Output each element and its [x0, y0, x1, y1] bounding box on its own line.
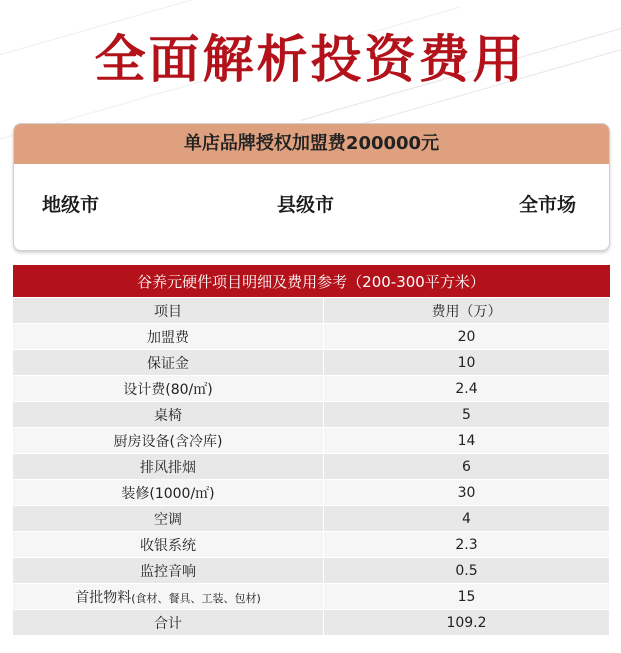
row-cost: 20: [324, 324, 610, 350]
table-row: [13, 480, 610, 506]
table-row: [13, 350, 610, 376]
table-row: [13, 324, 610, 350]
page-title: 全面解析投资费用: [94, 31, 527, 90]
row-item-label: 首批物料: [75, 589, 132, 606]
table-total-row: [13, 610, 610, 636]
row-cost: 2.3: [324, 532, 610, 558]
table-row: [13, 558, 610, 584]
row-cost: 14: [324, 428, 610, 454]
tier-whole-market: 全市场: [519, 194, 577, 216]
table-row: [13, 532, 610, 558]
table-title: 谷养元硬件项目明细及费用参考（200-300平方米）: [13, 265, 610, 298]
franchise-fee-title: 单店品牌授权加盟费200000元: [14, 124, 609, 164]
column-header-cost: 费用（万）: [324, 298, 610, 324]
row-cost: 2.4: [324, 376, 610, 402]
table-row: [13, 402, 610, 428]
total-cost: 109.2: [324, 610, 610, 636]
row-cost: 15: [324, 584, 610, 610]
table-row: [13, 428, 610, 454]
row-cost: 0.5: [324, 558, 610, 584]
row-item-with-note: [13, 584, 324, 610]
total-label: 合计: [13, 610, 324, 636]
row-item: 设计费(80/㎡): [13, 376, 324, 402]
row-item: 桌椅: [13, 402, 324, 428]
row-cost: 6: [324, 454, 610, 480]
column-header-item: 项目: [13, 298, 324, 324]
row-cost: 10: [324, 350, 610, 376]
table-row: [13, 584, 610, 610]
franchise-fee-card: [13, 123, 610, 251]
table-row: [13, 506, 610, 532]
cost-table: [12, 265, 610, 636]
row-item: 排风排烟: [13, 454, 324, 480]
table-header-row: [13, 298, 610, 324]
row-item-note: (食材、餐具、工装、包材): [131, 591, 261, 605]
tier-prefecture-city: 地级市: [42, 194, 100, 216]
row-cost: 30: [324, 480, 610, 506]
tier-county-city: 县级市: [277, 194, 335, 216]
row-cost: 5: [324, 402, 610, 428]
table-row: [13, 376, 610, 402]
row-item: 收银系统: [13, 532, 324, 558]
row-item: 空调: [13, 506, 324, 532]
table-title-row: [13, 265, 610, 298]
row-item: 加盟费: [13, 324, 324, 350]
row-item: 监控音响: [13, 558, 324, 584]
row-cost: 4: [324, 506, 610, 532]
row-item: 装修(1000/㎡): [13, 480, 324, 506]
row-item: 厨房设备(含冷库): [13, 428, 324, 454]
row-item: 保证金: [13, 350, 324, 376]
table-row: [13, 454, 610, 480]
